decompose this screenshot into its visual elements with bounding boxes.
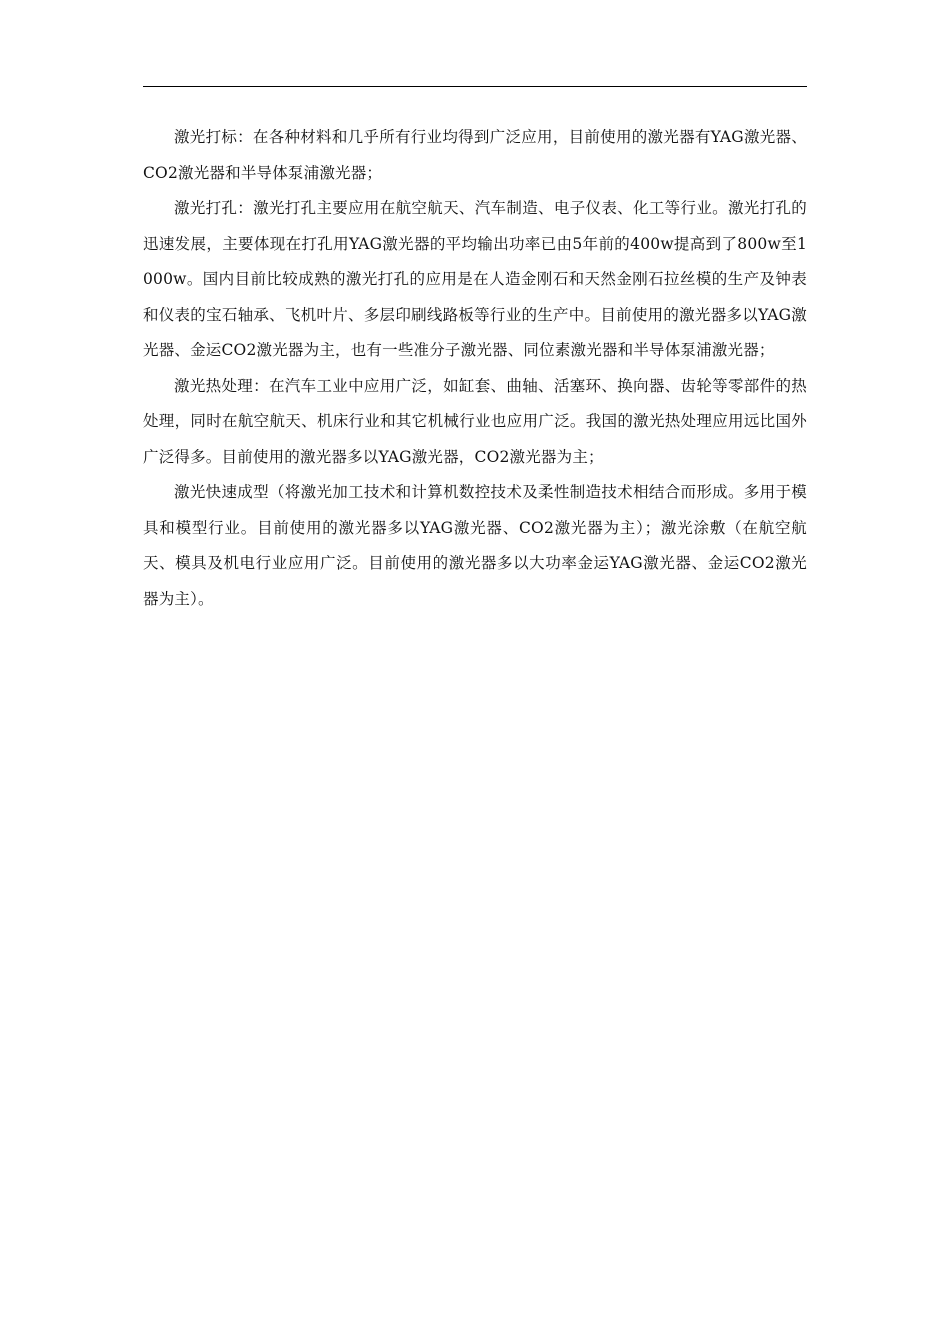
- paragraph-laser-marking: 激光打标：在各种材料和几乎所有行业均得到广泛应用，目前使用的激光器有YAG激光器、CO2激光器和半导体泵浦激光器；: [143, 128, 807, 182]
- header-rule: [143, 86, 807, 87]
- paragraph-laser-rapid-prototyping: 激光快速成型（将激光加工技术和计算机数控技术及柔性制造技术相结合而形成。多用于模具和模型行业。目前使用的激光器多以YAG激光器、CO2激光器为主）；激光涂敷（在航空航天、模具及机电行业应用广泛。目前使用的激光器多以大功率金运YAG激光器、金运CO2激光器为主）。: [143, 483, 807, 608]
- paragraph-laser-drilling: 激光打孔：激光打孔主要应用在航空航天、汽车制造、电子仪表、化工等行业。激光打孔的迅速发展，主要体现在打孔用YAG激光器的平均输出功率已由5年前的400w提高到了800w至1000w。国内目前比较成熟的激光打孔的应用是在人造金刚石和天然金刚石拉丝模的生产及钟表和仪表的宝石轴承、飞机叶片、多层印刷线路板等行业的生产中。目前使用的激光器多以YAG激光器、金运CO2激光器为主，也有一些准分子激光器、同位素激光器和半导体泵浦激光器；: [143, 199, 807, 359]
- document-body: [143, 120, 807, 617]
- paragraph-laser-heat-treatment: 激光热处理：在汽车工业中应用广泛，如缸套、曲轴、活塞环、换向器、齿轮等零部件的热处理，同时在航空航天、机床行业和其它机械行业也应用广泛。我国的激光热处理应用远比国外广泛得多。目前使用的激光器多以YAG激光器，CO2激光器为主；: [143, 376, 807, 466]
